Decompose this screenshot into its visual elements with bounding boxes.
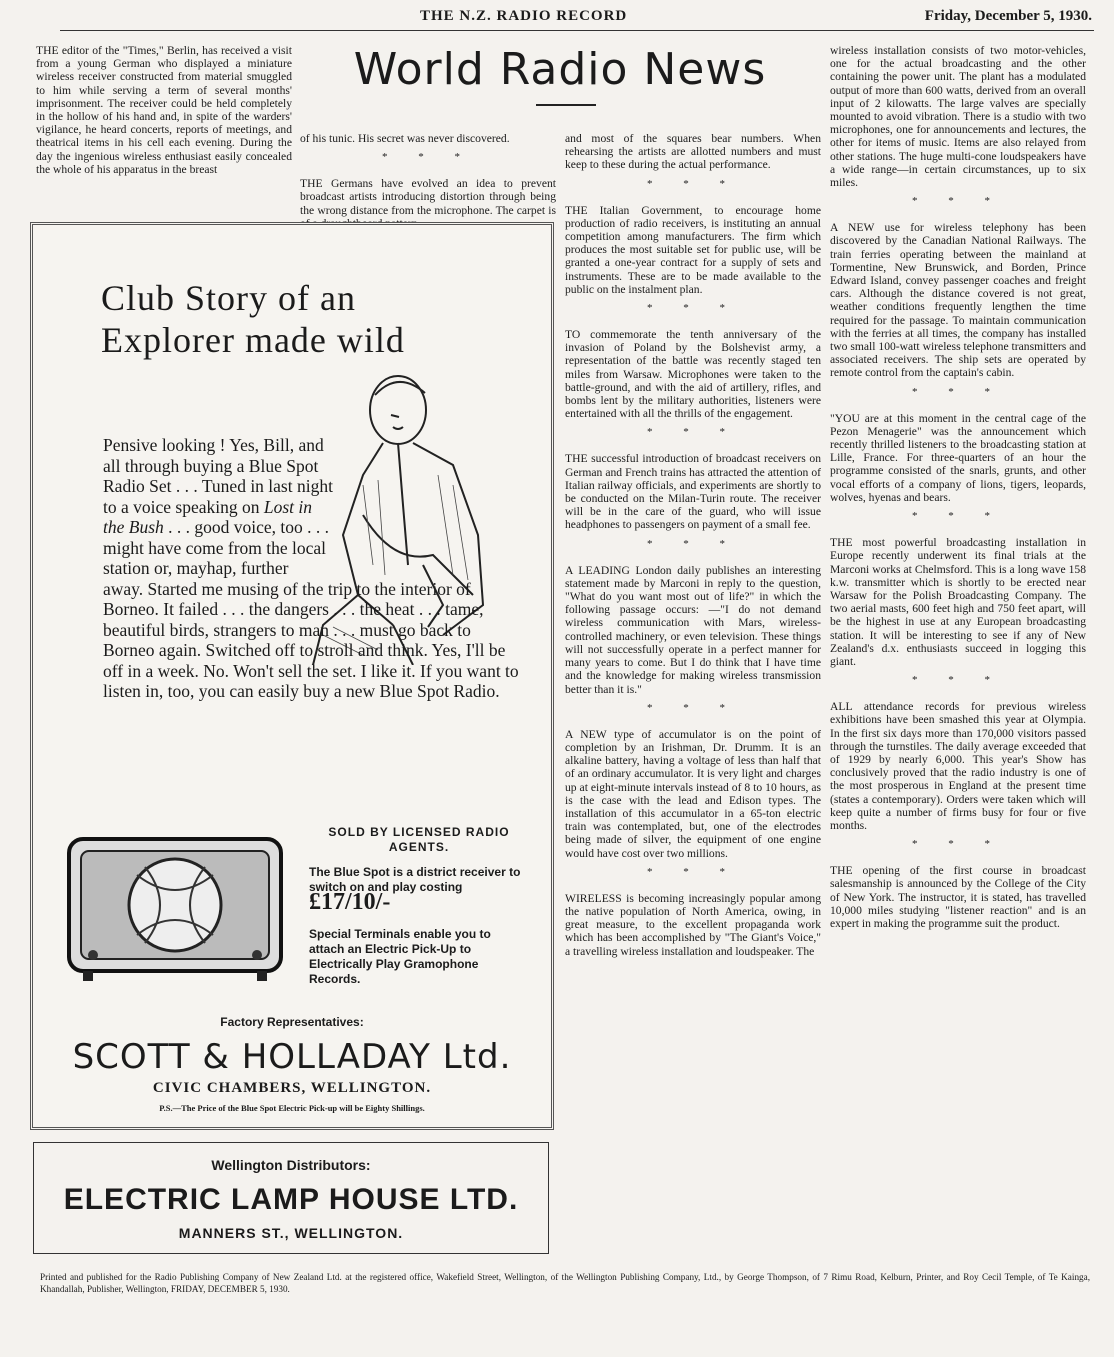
- article-salesmanship: THE opening of the first course in broadcast salesmanship is announced by the College of the City of New York. The instructor, it is stated, has travelled 10,000 miles studying "listener reaction" and is an expert in making the programme suit the product.: [830, 864, 1086, 930]
- ad-headline: [101, 277, 405, 361]
- separator-stars: * * *: [912, 385, 1004, 398]
- distributor-advertisement: [33, 1142, 549, 1254]
- ad-copy-part-1: Pensive looking ! Yes, Bill, and all through buying a Blue Spot Radio Set . . . Tuned in last night to a voice speaking on: [103, 435, 333, 517]
- separator-stars: * * *: [912, 838, 1004, 851]
- page-header: [0, 6, 1114, 28]
- sold-by-agents: SOLD BY LICENSED RADIO AGENTS.: [328, 825, 510, 854]
- issue-date: Friday, December 5, 1930.: [924, 8, 1092, 24]
- article-draughtboard: THE Germans have evolved an idea to prevent broadcast artists introducing distortion through being the wrong distance from the microphone. The carpet is: [300, 177, 556, 217]
- distributors-label: Wellington Distributors:: [211, 1157, 371, 1173]
- section-masthead: World Radio News: [353, 44, 767, 95]
- ad-headline-line-1: Club Story of an: [101, 278, 356, 318]
- publication-title: THE N.Z. RADIO RECORD: [420, 8, 628, 24]
- separator-stars: * * *: [647, 537, 739, 550]
- ad-copy-part-3: away. Started me musing of the trip to the interior of Borneo. It failed . . . the dangers . . . the heat . . . tame, beautiful birds, strangers to man . . . must go back to Borneo again. Switched off to stroll and think. Yes, I'll be off in a week. No. Won't sell the set. I like it. If you want to listen in, too, you can easily buy a new Blue Spot Radio.: [103, 578, 519, 701]
- article-menagerie: "YOU are at this moment in the central cage of the Pezon Menagerie" was the announcement which recently thrilled listeners to the broadcasting station at Lille, France. For three-quarters of an hour the programme consisted of the snarls, grunts, and other vocal efforts of a company of lions, tigers, leopards, wolves, hyenas and bears.: [830, 411, 1086, 504]
- ad-sales-info: [309, 825, 529, 987]
- ad-programme-title: Lost in the Bush: [103, 496, 313, 537]
- distributor-address: MANNERS ST., WELLINGTON.: [178, 1225, 404, 1241]
- separator-stars: * * *: [912, 674, 1004, 687]
- postscript: P.S.—The Price of the Blue Spot Electric Pick-up will be Eighty Shillings.: [159, 1103, 425, 1113]
- blue-spot-advertisement: [30, 222, 554, 1130]
- company-address: CIVIC CHAMBERS, WELLINGTON.: [152, 1080, 432, 1096]
- radio-set-icon: [65, 835, 285, 985]
- article-poland: TO commemorate the tenth anniversary of the invasion of Poland by the Bolshevist army, a representation of the battle was recently staged ten miles from Warsaw. Microphones were taken to the battle-ground, and with the aid of artillery, rifles, and bombs lent by the military authorities, listeners were entertained with all the thrills of the engagement.: [565, 328, 821, 421]
- masthead-rule: [536, 104, 596, 106]
- article-giants-voice: WIRELESS is becoming increasingly popular among the native population of North America, owing, in great measure, to the excellent propaganda work which has been accomplished by "The Giant's Voice," a travelling wireless installation and loudspeaker. The: [565, 891, 821, 958]
- ad-copy-part-2: . . . good voice, too . . . might have come from the local station or, mayhap, further: [103, 517, 330, 578]
- article-accumulator: A NEW type of accumulator is on the point of completion by an Irishman, Dr. Drumm. It is an alkaline battery, having a voltage of less than half that of an ordinary accumulator. It is very light and charges up at eight-minute intervals instead of 8 to 10 hours, as is the case with the lead and Edison types. The installation of this accumulator in a 65-ton electric train was contemplated, but, one of the electrodes being made of silver, the equipment of one engine would have cost over two millions.: [565, 727, 821, 860]
- column-2-intro: [300, 132, 556, 236]
- article-marconi: A LEADING London daily publishes an interesting statement made by Marconi in reply to the question, "What do you want most out of life?" in which the following passage occurs: —"I do not demand wireless communication with Mars, wireless-controlled machinery, or even television. These things will not successfully operate in a perfect manner for many years to come. But I do think that I have time and the knowledge for making wireless transmission better than it is.": [565, 563, 821, 696]
- article-numbers: and most of the squares bear numbers. When rehearsing the artists are allotted numbers and must keep to these during the actual performance.: [565, 132, 821, 172]
- article-chelmsford: THE most powerful broadcasting installation in Europe recently underwent its final trials at the Marconi works at Chelmsford. This is a long wave 158 k.w. transmitter which is shortly to be erected near Warsaw for the Polish Broadcasting Company. The two aerial masts, 600 feet high and 750 feet apart, will be the highest in use at any European broadcasting station. It will be interesting to see if any of New Zealand's d.x. enthusiasts succeed in logging this giant.: [830, 536, 1086, 668]
- separator-stars: * * *: [382, 151, 474, 164]
- article-italian-government: THE Italian Government, to encourage home production of radio receivers, is instituting an annual competition among manufacturers. The firm which produces the most suitable set for public use, will be granted a one-year contract for a supply of sets and instruments. These are to be made available to the public on the instalment plan.: [565, 203, 821, 296]
- separator-stars: * * *: [647, 177, 739, 190]
- imprint-footer: Printed and published for the Radio Publishing Company of New Zealand Ltd. at the registered office, Wakefield Street, Wellington, of the Wellington Publishing Company, Ltd., by George Thompson, of 7 Rimu Road, Kelburn, Printer, and Roy Cecil Temple, of Te Kainga, Khandallah, Publisher, Wellington, FRIDAY, DECEMBER 5, 1930.: [40, 1272, 1090, 1295]
- article-installation: wireless installation consists of two motor-vehicles, one for the actual broadcasting and the other containing the power unit. The plant has a modulated output of more than 600 watts, derived from an overall input of 2 kilowatts. The large valves are specially mounted to avoid vibration. There is a studio with two microphones, one for announcements and lectures, the other for items of music. Items are also relayed from other stations. The huge multi-cone loudspeakers have a wide range—in certain circumstances, up to six miles.: [830, 44, 1086, 190]
- article-canadian-railways: A NEW use for wireless telephony has been discovered by the Canadian National Railways. The train ferries operating between the mainland at Tormentine, New Brunswick, and Borden, Prince Edward Island, convey passenger coaches and freight cars. Although the distance covered is not great, weather conditions frequently lengthen the time required for the passage. To maintain communication with the ferries at all times, the company has installed two small 100-watt wireless telephone transmitters and associated receivers. The ship sets are operated by remote control from the captain's cabin.: [830, 221, 1086, 380]
- separator-stars: * * *: [647, 865, 739, 878]
- article-times-berlin: THE editor of the "Times," Berlin, has received a visit from a young German who displayed a miniature wireless receiver constructed from material smuggled to him while serving a term of several months' imprisonment. The receiver could be held completely in the hollow of his hand and, in spite of the warders' vigilance, he heard concerts, reports of meetings, and theatrical items in his cell each evening. During the day the ingenious wireless enthusiast easily concealed the whole of his apparatus in the breast: [36, 44, 292, 176]
- separator-stars: * * *: [647, 701, 739, 714]
- column-3: [565, 132, 821, 964]
- district-receiver-text: The Blue Spot is a district receiver to switch on and play costing: [309, 865, 521, 894]
- separator-stars: * * *: [647, 302, 739, 315]
- factory-representatives-label: Factory Representatives:: [220, 1015, 364, 1029]
- company-name: SCOTT & HOLLADAY Ltd.: [72, 1037, 512, 1077]
- article-tunic: of his tunic. His secret was never discovered.: [300, 132, 510, 145]
- article-olympia: ALL attendance records for previous wireless exhibitions have been smashed this year at Olympia. In the first six days more than 170,000 visitors passed through the turnstiles. The daily average exceeded that of 1929 by nearly 6,000. This year's Show has conclusively proved that the radio industry is one of the most prosperous in England at the present time (states a contemporary). Orders were taken which will keep quite a number of firms busy for four or five months.: [830, 700, 1086, 832]
- separator-stars: * * *: [912, 510, 1004, 523]
- distributor-name: ELECTRIC LAMP HOUSE LTD.: [63, 1183, 519, 1216]
- separator-stars: * * *: [647, 426, 739, 439]
- header-rule: [60, 30, 1094, 31]
- column-4: [830, 44, 1086, 936]
- price-label: £17/10/-: [309, 889, 391, 915]
- terminals-text: Special Terminals enable you to attach an Electric Pick-Up to Electrically Play Gramophone Records.: [309, 927, 491, 986]
- article-trains: THE successful introduction of broadcast receivers on German and French trains has attracted the attention of Italian railway officials, and experiments are shortly to be conducted on the Milan-Turin route. The receiver will be in the care of the guard, who will issue headphones to passengers on payment of a small fee.: [565, 452, 821, 532]
- separator-stars: * * *: [912, 195, 1004, 208]
- ad-copy: [103, 435, 523, 702]
- ad-headline-line-2: Explorer made wild: [101, 320, 405, 360]
